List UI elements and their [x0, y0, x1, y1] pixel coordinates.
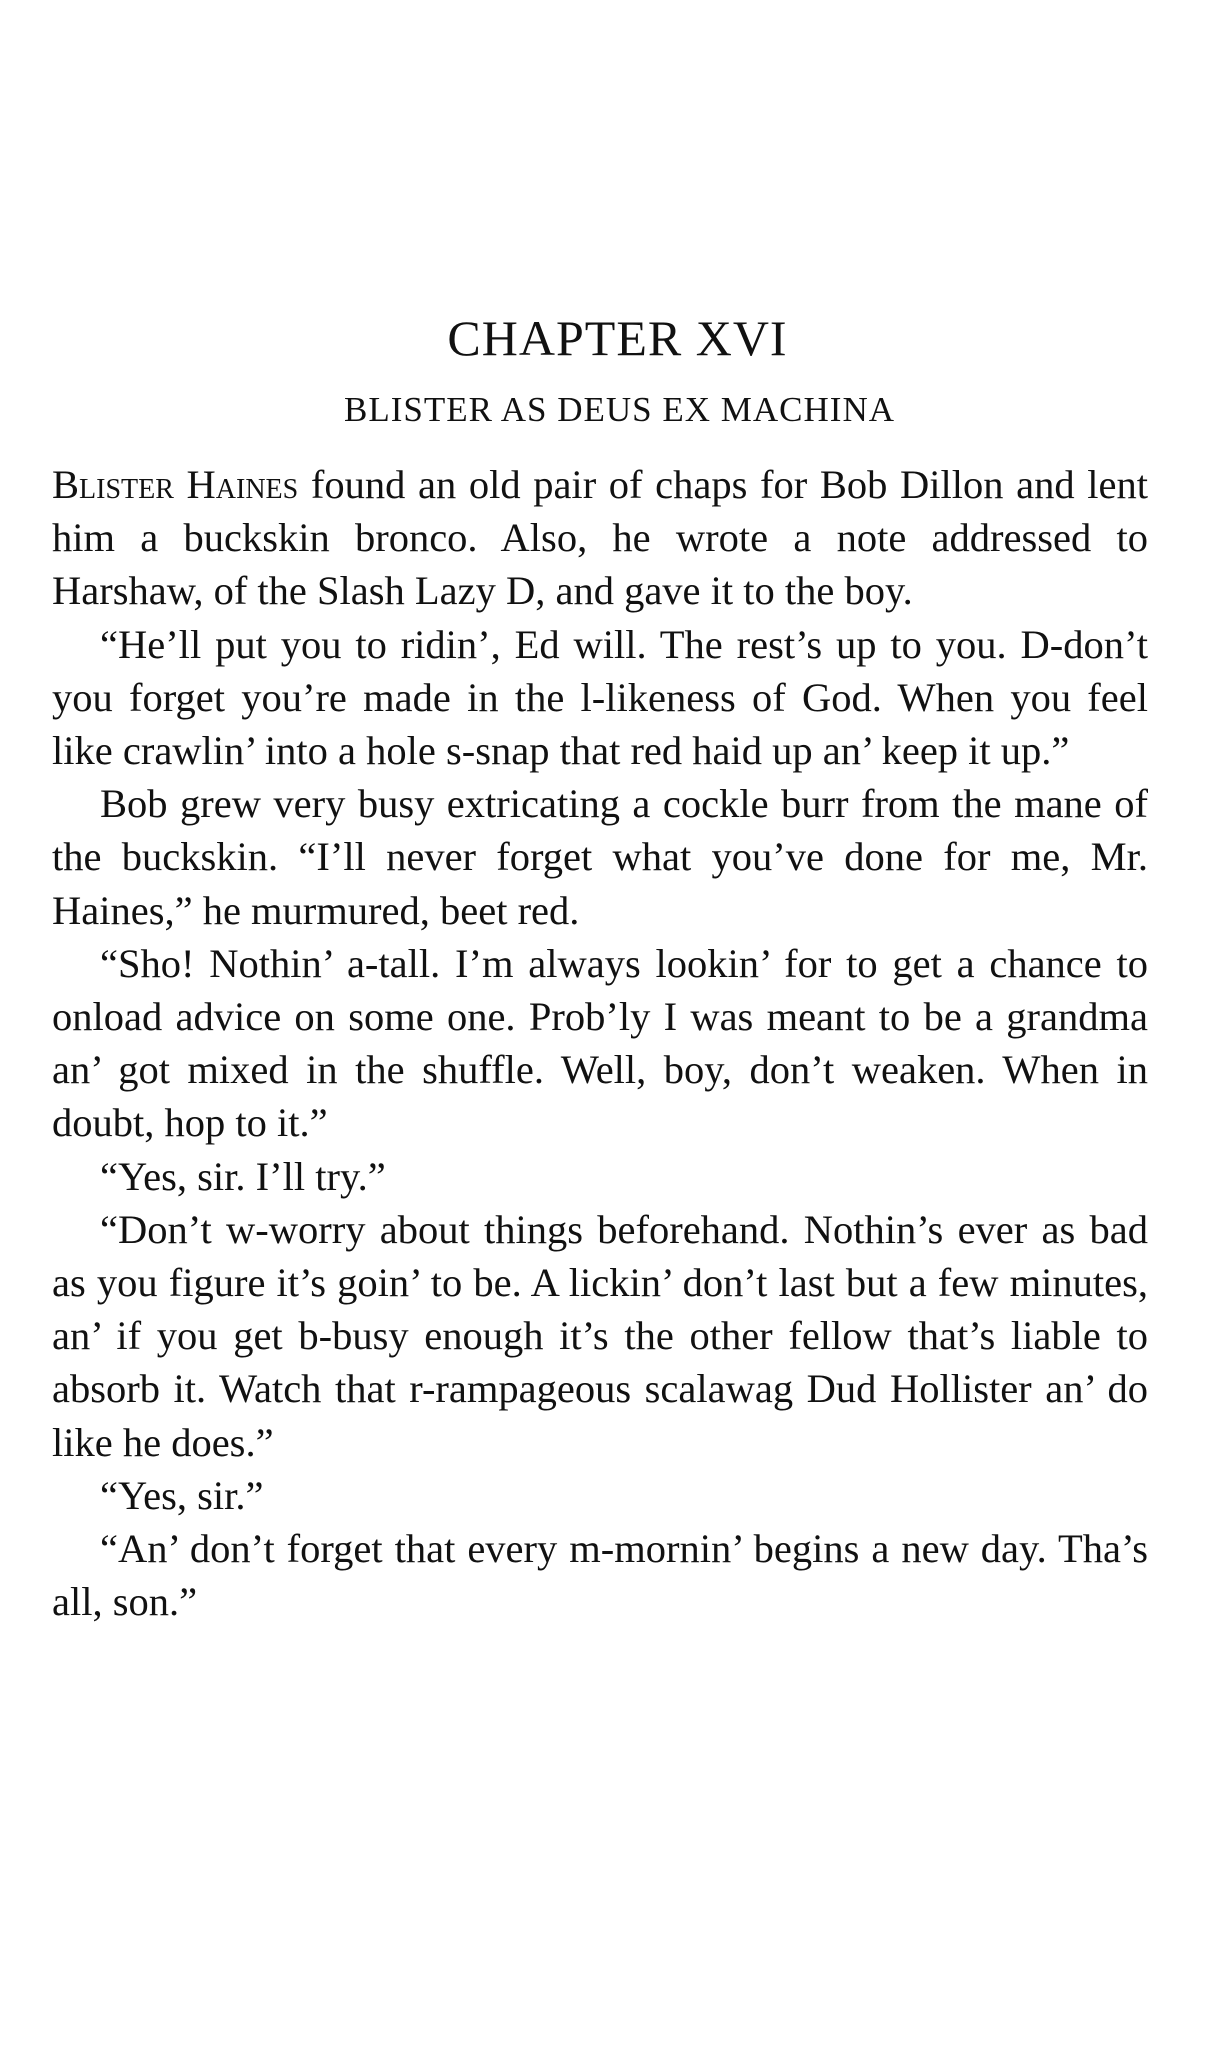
- paragraph-2: “He’ll put you to ridin’, Ed will. The rest’s up to you. D-don’t you forget you’re made in the l-likeness of God. When you feel like crawlin’ into a hole s-snap that red haid up an’ keep it up.”: [52, 621, 1148, 774]
- chapter-body: [52, 458, 1148, 1628]
- paragraph-8: “An’ don’t forget that every m-mornin’ begins a new day. Tha’s all, son.”: [52, 1526, 1148, 1625]
- paragraph-4: “Sho! Nothin’ a-tall. I’m always lookin’ for to get a chance to onload advice on some one. Prob’ly I was meant to be a grandma an’ got mixed in the shuffle. Well, boy, don’t weaken. When in doubt, hop to it.”: [52, 940, 1148, 1146]
- paragraph-6: “Don’t w-worry about things beforehand. Nothin’s ever as bad as you figure it’s goin’ to be. A lickin’ don’t last but a few minutes, an’ if you get b-busy enough it’s the other fellow that’s liable to absorb it. Watch that r-rampageous scalawag Dud Hollister an’ do like he does.”: [52, 1206, 1148, 1465]
- paragraph-7: “Yes, sir.”: [100, 1472, 264, 1518]
- paragraph-text: found an old pair of chaps for Bob Dillon and lent him a buckskin bronco. Also, he wrote a note addressed to Harshaw, of the Slash Lazy D, and gave it to the boy.: [52, 462, 1148, 614]
- chapter-heading: CHAPTER XVI: [447, 310, 788, 366]
- paragraph-lead-small-caps: Blister Haines: [52, 462, 299, 507]
- chapter-title: BLISTER AS DEUS EX MACHINA: [343, 390, 896, 429]
- paragraph-5: “Yes, sir. I’ll try.”: [100, 1153, 386, 1199]
- paragraph-1: [52, 458, 1148, 618]
- paragraph-3: Bob grew very busy extricating a cockle burr from the mane of the buckskin. “I’ll never forget what you’ve done for me, Mr. Haines,” he murmured, beet red.: [52, 781, 1148, 933]
